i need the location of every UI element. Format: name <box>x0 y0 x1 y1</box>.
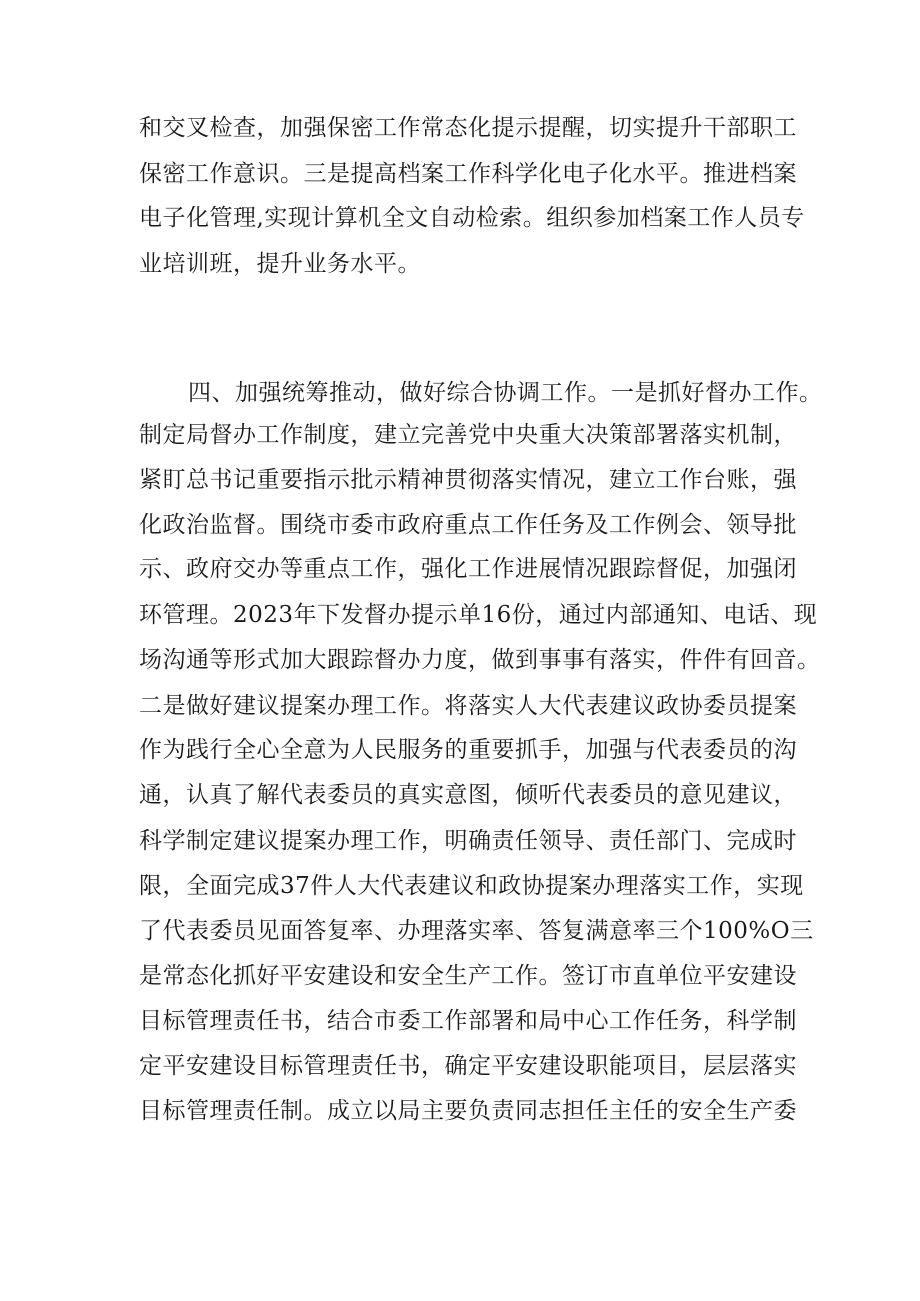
text-line: 通，认真了解代表委员的真实意图，倾听代表委员的意见建议， <box>139 782 797 808</box>
text-line: 示、政府交办等重点工作，强化工作进展情况跟踪督促，加强闭 <box>139 556 797 582</box>
text-line: 二是做好建议提案办理工作。将落实人大代表建议政协委员提案 <box>139 693 797 719</box>
text-line: 保密工作意识。三是提高档案工作科学化电子化水平。推进档案 <box>139 161 797 187</box>
text-line: 定平安建设目标管理责任书，确定平安建设职能项目，层层落实 <box>139 1053 797 1079</box>
text-line: 制定局督办工作制度，建立完善党中央重大决策部署落实机制， <box>139 422 797 448</box>
text-line: 化政治监督。围绕市委市政府重点工作任务及工作例会、领导批 <box>139 512 797 538</box>
text-line: 电子化管理,实现计算机全文自动检索。组织参加档案工作人员专 <box>139 205 805 231</box>
text-line: 限，全面完成37件人大代表建议和政协提案办理落实工作，实现 <box>139 873 804 899</box>
text-line: 和交叉检查，加强保密工作常态化提示提醒，切实提升干部职工 <box>139 115 797 141</box>
text-line: 场沟通等形式加大跟踪督办力度，做到事事有落实，件件有回音。 <box>139 647 821 673</box>
text-line: 紧盯总书记重要指示批示精神贯彻落实情况，建立工作台账，强 <box>139 467 797 493</box>
text-line: 目标管理责任制。成立以局主要负责同志担任主任的安全生产委 <box>139 1098 797 1124</box>
text-line: 是常态化抓好平安建设和安全生产工作。签订市直单位平安建设 <box>139 963 797 989</box>
text-line: 科学制定建议提案办理工作，明确责任领导、责任部门、完成时 <box>139 828 797 854</box>
text-line: 环管理。2023年下发督办提示单16份，通过内部通知、电话、现 <box>139 602 818 628</box>
text-line: 目标管理责任书，结合市委工作部署和局中心工作任务，科学制 <box>139 1008 797 1034</box>
text-line: 了代表委员见面答复率、办理落实率、答复满意率三个100%O三 <box>139 918 814 944</box>
text-line: 作为践行全心全意为人民服务的重要抓手，加强与代表委员的沟 <box>139 737 797 763</box>
text-line: 四、加强统筹推动，做好综合协调工作。一是抓好督办工作。 <box>188 380 823 406</box>
text-line: 业培训班，提升业务水平。 <box>139 251 421 277</box>
